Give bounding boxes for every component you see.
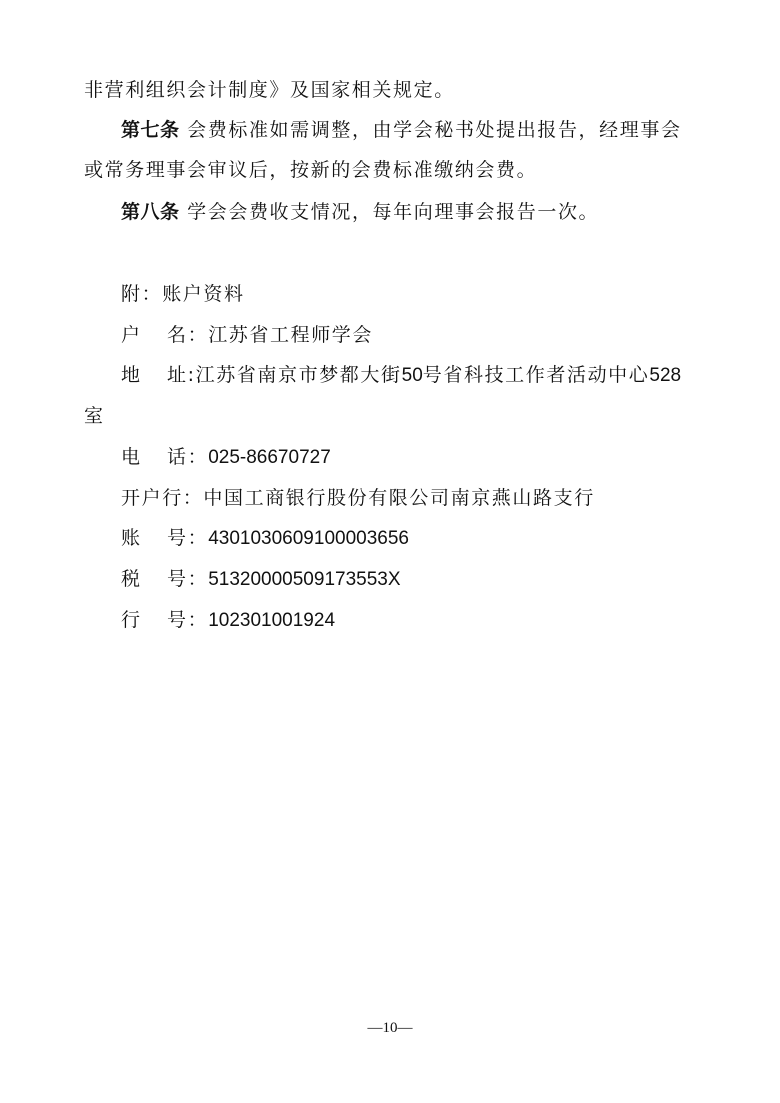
bank-number-value: 102301001924	[208, 610, 336, 631]
account-number-value: 4301030609100003656	[208, 528, 409, 549]
bank-value: 中国工商银行股份有限公司南京燕山路支行	[203, 487, 595, 509]
appendix-title-text: 附：账户资料	[121, 283, 245, 305]
phone-row	[121, 445, 331, 470]
article-7-label: 第七条	[121, 119, 180, 141]
article-7-text: 会费标准如需调整，由学会秘书处提出报告，经理事会	[187, 119, 682, 141]
bank-number-label-a: 行	[121, 609, 142, 631]
tax-number-value: 51320000509173553X	[208, 569, 401, 590]
address-number-b: 528	[649, 365, 682, 386]
account-number-row	[121, 526, 409, 551]
address-row-cont	[84, 404, 105, 428]
account-name-label-b: 名：	[167, 324, 209, 346]
tax-number-row	[121, 567, 401, 592]
phone-label-a: 电	[121, 446, 142, 468]
account-name-row	[121, 323, 373, 347]
address-number-a: 50	[401, 365, 423, 386]
article-8-text: 学会会费收支情况，每年向理事会报告一次。	[187, 201, 600, 223]
bank-row	[121, 486, 595, 510]
address-label-a: 地	[121, 364, 142, 386]
address-label-b: 址:	[167, 364, 196, 386]
page-number: —10—	[367, 1020, 413, 1036]
address-row	[121, 363, 681, 388]
paragraph-text: 非营利组织会计制度》及国家相关规定。	[84, 79, 455, 101]
phone-label-b: 话：	[167, 446, 209, 468]
account-name-value: 江苏省工程师学会	[208, 324, 374, 346]
address-value-a: 江苏省南京市梦都大街	[195, 364, 402, 386]
address-value-c: 室	[84, 405, 105, 427]
article-7-line-2	[84, 158, 537, 182]
tax-number-label-a: 税	[121, 568, 142, 590]
tax-number-label-b: 号：	[167, 568, 209, 590]
article-8-line	[121, 200, 599, 224]
article-8-label: 第八条	[121, 201, 180, 223]
bank-label: 开户行：	[121, 487, 204, 509]
article-7-line-1	[121, 118, 682, 142]
address-value-b: 号省科技工作者活动中心	[422, 364, 650, 386]
bank-number-label-b: 号：	[167, 609, 209, 631]
account-number-label-b: 号：	[167, 527, 209, 549]
bank-number-row	[121, 608, 335, 633]
appendix-title	[121, 282, 245, 306]
account-number-label-a: 账	[121, 527, 142, 549]
phone-value: 025-86670727	[208, 447, 331, 468]
paragraph-continuation	[84, 78, 455, 102]
article-7-text-cont: 或常务理事会审议后，按新的会费标准缴纳会费。	[84, 159, 538, 181]
account-name-label-a: 户	[121, 324, 142, 346]
